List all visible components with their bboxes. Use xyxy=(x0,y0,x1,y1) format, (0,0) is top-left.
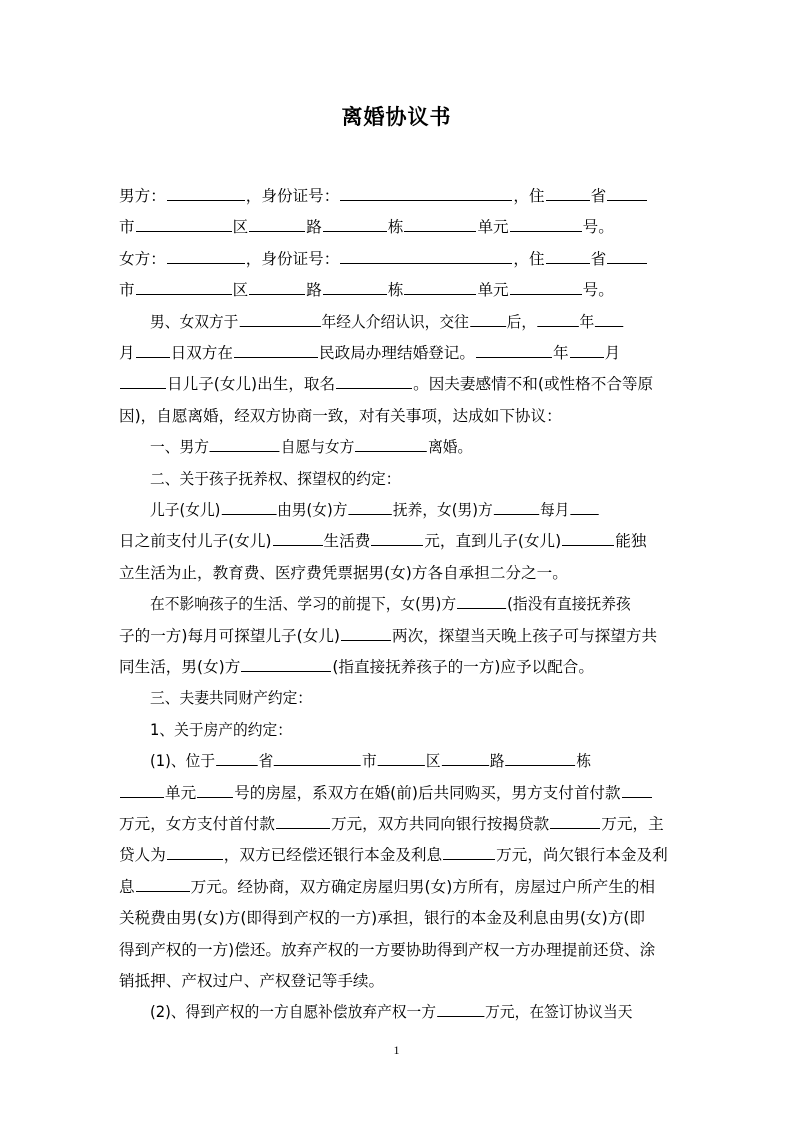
text-segment: 二、关于孩子抚养权、探望权的约定： xyxy=(150,469,401,488)
text-line xyxy=(119,939,679,961)
fill-in-blank[interactable] xyxy=(348,500,391,515)
text-line xyxy=(119,876,679,898)
text-segment: 号。 xyxy=(582,281,614,300)
fill-in-blank[interactable] xyxy=(276,814,330,829)
fill-in-blank[interactable] xyxy=(443,845,495,860)
fill-in-blank[interactable] xyxy=(221,500,276,515)
fill-in-blank[interactable] xyxy=(136,877,190,892)
text-line xyxy=(150,436,679,458)
fill-in-blank[interactable] xyxy=(437,1002,484,1017)
text-segment: 栋 xyxy=(576,752,592,771)
text-segment: 日双方在 xyxy=(170,344,233,362)
text-segment: 日儿子(女儿)出生，取名 xyxy=(167,375,336,394)
text-segment: ，住 xyxy=(513,249,545,268)
fill-in-blank[interactable] xyxy=(442,751,489,766)
fill-in-blank[interactable] xyxy=(371,531,423,546)
text-segment: 月 xyxy=(604,344,621,362)
fill-in-blank[interactable] xyxy=(210,437,280,452)
text-line xyxy=(119,625,679,647)
text-line xyxy=(119,562,679,584)
text-line xyxy=(119,185,679,207)
fill-in-blank[interactable] xyxy=(537,312,579,327)
text-segment: 女方： xyxy=(119,249,166,268)
text-line xyxy=(150,719,679,741)
text-segment: 息 xyxy=(119,877,135,896)
fill-in-blank[interactable] xyxy=(336,374,412,389)
fill-in-blank[interactable] xyxy=(273,531,323,546)
fill-in-blank[interactable] xyxy=(234,343,318,358)
text-segment: 万元。经协商，双方确定房屋归男(女)方所有，房屋过户所产生的相 xyxy=(190,877,655,896)
fill-in-blank[interactable] xyxy=(167,249,245,264)
text-segment: ，身份证号： xyxy=(245,187,340,205)
fill-in-blank[interactable] xyxy=(510,280,582,295)
text-segment: 。因夫妻感情不和(或性格不合等原 xyxy=(413,375,654,394)
text-segment: 在不影响孩子的生活、学习的前提下，女(男)方 xyxy=(150,595,457,614)
fill-in-blank[interactable] xyxy=(505,751,575,766)
text-segment: 民政局办理结婚登记。 xyxy=(319,344,475,362)
text-segment: 路 xyxy=(489,752,505,771)
fill-in-blank[interactable] xyxy=(546,186,590,201)
text-segment: 万元，女方支付首付款 xyxy=(119,815,275,833)
fill-in-blank[interactable] xyxy=(404,217,476,232)
text-segment: 1、关于房产的约定： xyxy=(150,720,292,739)
text-segment: 万元，主 xyxy=(601,815,664,833)
text-line xyxy=(119,970,679,992)
fill-in-blank[interactable] xyxy=(378,751,425,766)
fill-in-blank[interactable] xyxy=(622,783,652,798)
fill-in-blank[interactable] xyxy=(136,280,232,295)
text-segment: 子的一方)每月可探望儿子(女儿) xyxy=(119,626,340,645)
text-segment: 市 xyxy=(119,281,135,300)
fill-in-blank[interactable] xyxy=(550,814,600,829)
text-segment: (1)、位于 xyxy=(150,752,216,771)
fill-in-blank[interactable] xyxy=(607,186,647,201)
text-segment: 栋 xyxy=(387,281,404,300)
fill-in-blank[interactable] xyxy=(136,217,232,232)
text-segment: (指没有直接抚养孩 xyxy=(507,595,631,614)
text-line xyxy=(150,499,679,521)
fill-in-blank[interactable] xyxy=(216,751,258,766)
text-line xyxy=(119,279,679,301)
text-line xyxy=(119,907,679,929)
fill-in-blank[interactable] xyxy=(241,657,331,672)
text-line xyxy=(150,311,679,333)
text-segment: (2)、得到产权的一方自愿补偿放弃产权一方 xyxy=(150,1003,437,1022)
text-segment: 关税费由男(女)方(即得到产权的一方)承担，银行的本金及利息由男(女)方(即 xyxy=(119,909,645,928)
fill-in-blank[interactable] xyxy=(249,280,305,295)
text-segment: 区 xyxy=(425,752,441,771)
fill-in-blank[interactable] xyxy=(120,374,166,389)
fill-in-blank[interactable] xyxy=(404,280,476,295)
text-line xyxy=(119,844,679,866)
text-segment: 万元，尚欠银行本金及利 xyxy=(496,846,668,865)
text-segment: 路 xyxy=(306,218,322,237)
text-segment: 男方： xyxy=(119,187,166,205)
text-segment: 单元 xyxy=(165,783,197,802)
fill-in-blank[interactable] xyxy=(546,249,590,264)
text-segment: 能独 xyxy=(615,532,647,551)
fill-in-blank[interactable] xyxy=(167,186,245,201)
text-line xyxy=(119,342,679,364)
text-segment: 年 xyxy=(552,344,569,362)
text-segment: ，双方已经偿还银行本金及利息 xyxy=(223,846,443,865)
fill-in-blank[interactable] xyxy=(595,312,623,327)
text-line xyxy=(150,593,679,615)
text-segment: 每月 xyxy=(539,501,570,519)
fill-in-blank[interactable] xyxy=(570,343,604,358)
text-segment: 抚养，女(男)方 xyxy=(392,501,493,519)
text-segment: 后， xyxy=(506,312,537,331)
fill-in-blank[interactable] xyxy=(239,312,320,327)
fill-in-blank[interactable] xyxy=(167,845,223,860)
fill-in-blank[interactable] xyxy=(340,186,512,201)
text-segment: 区 xyxy=(232,218,249,237)
text-segment: ，身份证号： xyxy=(245,249,340,268)
fill-in-blank[interactable] xyxy=(494,500,539,515)
text-line xyxy=(119,373,679,395)
text-segment: 省 xyxy=(258,752,274,771)
fill-in-blank[interactable] xyxy=(457,594,506,609)
text-segment: 年 xyxy=(579,312,595,331)
text-line xyxy=(119,782,679,804)
text-segment: 得到产权的一方)偿还。放弃产权的一方要协助得到产权一方办理提前还贷、涂 xyxy=(119,940,656,959)
fill-in-blank[interactable] xyxy=(607,249,647,264)
text-line xyxy=(119,530,679,552)
page-number: 1 xyxy=(393,1043,400,1057)
text-segment: 省 xyxy=(590,249,607,268)
text-segment: 单元 xyxy=(477,218,509,237)
fill-in-blank[interactable] xyxy=(355,437,427,452)
fill-in-blank[interactable] xyxy=(197,783,233,798)
text-segment: 号的房屋，系双方在婚(前)后共同购买，男方支付首付款 xyxy=(234,783,621,802)
text-segment: 儿子(女儿) xyxy=(150,501,221,519)
text-line xyxy=(119,216,679,238)
text-line xyxy=(150,687,679,709)
text-segment: 两次，探望当天晚上孩子可与探望方共 xyxy=(391,626,658,645)
fill-in-blank[interactable] xyxy=(470,312,506,327)
text-segment: 元，直到儿子(女儿) xyxy=(424,532,562,551)
text-segment: 三、夫妻共同财产约定： xyxy=(150,689,313,708)
fill-in-blank[interactable] xyxy=(476,343,552,358)
text-segment: 贷人为 xyxy=(119,846,166,865)
fill-in-blank[interactable] xyxy=(136,343,170,358)
text-segment: 万元，双方共同向银行按揭贷款 xyxy=(330,815,550,833)
text-line xyxy=(119,405,679,427)
fill-in-blank[interactable] xyxy=(341,626,391,641)
fill-in-blank[interactable] xyxy=(120,783,164,798)
text-segment: 男、女双方于 xyxy=(150,312,239,331)
text-segment: 因)，自愿离婚，经双方协商一致，对有关事项，达成如下协议： xyxy=(119,406,562,425)
text-segment: 日之前支付儿子(女儿) xyxy=(119,532,272,551)
fill-in-blank[interactable] xyxy=(249,217,305,232)
text-segment: 月 xyxy=(119,344,135,362)
text-segment: 销抵押、产权过户、产权登记等手续。 xyxy=(119,972,385,990)
text-segment: 栋 xyxy=(387,218,404,237)
text-segment: ，住 xyxy=(513,187,545,205)
text-line xyxy=(150,468,679,490)
text-line xyxy=(150,750,679,772)
text-segment: 由男(女)方 xyxy=(277,501,348,519)
text-segment: 单元 xyxy=(477,281,509,300)
fill-in-blank[interactable] xyxy=(570,500,598,515)
text-segment: 万元，在签订协议当天 xyxy=(485,1003,633,1022)
text-line xyxy=(119,813,679,835)
text-segment: 区 xyxy=(232,281,249,300)
document-title: 离婚协议书 xyxy=(341,104,452,129)
text-line xyxy=(119,248,679,270)
text-line xyxy=(119,656,679,678)
text-segment: 一、男方 xyxy=(150,438,209,457)
text-segment: 路 xyxy=(306,281,322,300)
fill-in-blank[interactable] xyxy=(562,531,614,546)
text-segment: 生活费 xyxy=(323,532,371,551)
fill-in-blank[interactable] xyxy=(274,751,361,766)
text-segment: 同生活，男(女)方 xyxy=(119,658,241,676)
text-line xyxy=(150,1001,679,1023)
text-segment: (指直接抚养孩子的一方)应予以配合。 xyxy=(332,658,594,676)
text-segment: 立生活为止，教育费、医疗费凭票据男(女)方各自承担二分之一。 xyxy=(119,563,568,582)
fill-in-blank[interactable] xyxy=(323,280,387,295)
fill-in-blank[interactable] xyxy=(340,249,512,264)
text-segment: 年经人介绍认识，交往 xyxy=(321,312,469,331)
fill-in-blank[interactable] xyxy=(323,217,387,232)
text-segment: 号。 xyxy=(582,218,614,237)
text-segment: 离婚。 xyxy=(428,438,473,457)
text-segment: 自愿与女方 xyxy=(280,438,355,457)
text-segment: 省 xyxy=(590,187,607,205)
text-segment: 市 xyxy=(119,218,135,237)
fill-in-blank[interactable] xyxy=(510,217,582,232)
text-segment: 市 xyxy=(362,752,377,771)
